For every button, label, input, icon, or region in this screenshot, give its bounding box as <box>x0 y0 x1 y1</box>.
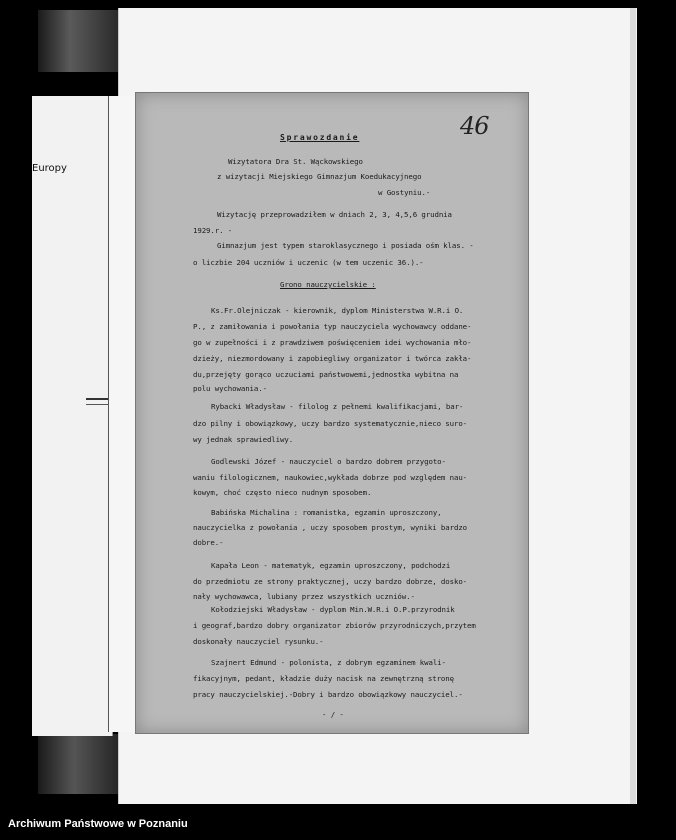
document-line: z wizytacji Miejskiego Gimnazjum Koedukacyjnego <box>217 172 422 181</box>
folder-tab-bottom <box>38 734 118 794</box>
handwritten-page-number: 46 <box>460 112 489 140</box>
folder-tab-top <box>38 10 118 72</box>
document-line: i geograf,bardzo dobry organizator zbiorów przyrodniczych,przytem <box>193 621 476 630</box>
document-line: du,przejęty gorąco uczuciami państwowemi,jednostka wybitna na <box>193 370 459 379</box>
document-line: Grono nauczycielskie : <box>280 280 376 289</box>
archive-name: Archiwum Państwowe w Poznaniu <box>8 818 188 830</box>
binder-mark-secondary <box>86 404 108 405</box>
document-line: dobre.- <box>193 538 224 547</box>
document-line: go w zupełności i z prawdziwem poświęceniem idei wychowania mło- <box>193 338 472 347</box>
document-line: - / - <box>322 710 344 719</box>
document-line: o liczbie 204 uczniów i uczenic (w tem uczenic 36.).- <box>193 258 424 267</box>
document-line: Szajnert Edmund - polonista, z dobrym egzaminem kwali- <box>211 658 446 667</box>
document-line: Godlewski Józef - nauczyciel o bardzo dobrem przygoto- <box>211 457 446 466</box>
document-line: Wizytatora Dra St. Wąckowskiego <box>228 157 363 166</box>
document-line: kowym, choć często nieco nudnym sposobem. <box>193 488 372 497</box>
document-line: w Gostyniu.- <box>378 188 431 197</box>
binder-label: Europy <box>32 163 67 174</box>
document-line: Gimnazjum jest typem staroklasycznego i posiada ośm klas. - <box>217 241 474 250</box>
document-line: do przedmiotu ze strony praktycznej, uczy bardzo dobrze, dosko- <box>193 577 468 586</box>
document-line: waniu filologicznem, naukowiec,wykłada dobrze pod względem nau- <box>193 473 468 482</box>
document-line: nauczycielka z powołania , uczy sposobem prostym, wyniki bardzo <box>193 523 468 532</box>
document-line: pracy nauczycielskiej.-Dobry i bardzo obowiązkowy nauczyciel.- <box>193 690 463 699</box>
document-line: 1929.r. - <box>193 226 233 235</box>
document-line: Babińska Michalina : romanistka, egzamin uproszczony, <box>211 508 442 517</box>
document-line: P., z zamiłowania i powołania typ nauczyciela wychowawcy oddane- <box>193 322 472 331</box>
document-line: wy jednak sprawiedliwy. <box>193 435 294 444</box>
document-line: Wizytację przeprowadziłem w dniach 2, 3, 4,5,6 grudnia <box>217 210 452 219</box>
document-line: Kołodziejski Władysław - dyplom Min.W.R.i O.P.przyrodnik <box>211 605 455 614</box>
document-line: doskonały nauczyciel rysunku.- <box>193 637 324 646</box>
document-line: Kapała Leon - matematyk, egzamin uproszczony, podchodzi <box>211 561 451 570</box>
back-sheet-edge <box>630 8 636 804</box>
document-line: dzo pilny i obowiązkowy, uczy bardzo systematycznie,nieco suro- <box>193 419 468 428</box>
binder-cover <box>32 96 113 736</box>
document-line: dzieży, niezmordowany i zapobiegliwy organizator i twórca zakła- <box>193 354 472 363</box>
document-line: Rybacki Władysław - filolog z pełnemi kwalifikacjami, bar- <box>211 402 464 411</box>
document-line: nały wychowawca, lubiany przez wszystkich uczniów.- <box>193 592 415 601</box>
document-line: fikacyjnym, pedant, kładzie duży nacisk na zewnętrzną stronę <box>193 674 454 683</box>
document-line: polu wychowania.- <box>193 384 267 393</box>
document-line: Sprawozdanie <box>280 133 360 142</box>
binding-strip <box>108 96 138 732</box>
document-line: Ks.Fr.Olejniczak - kierownik, dyplom Ministerstwa W.R.i O. <box>211 306 464 315</box>
